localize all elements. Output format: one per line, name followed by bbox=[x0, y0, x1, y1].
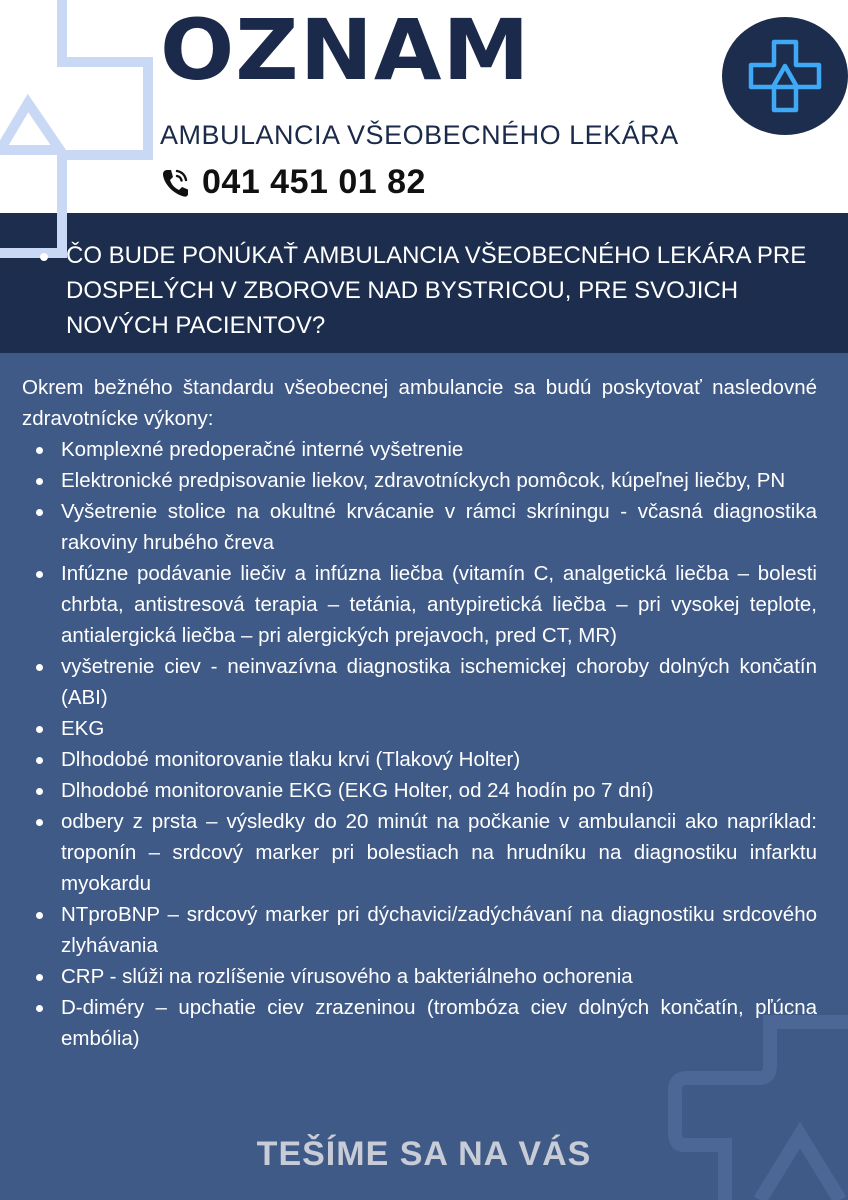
footer-slogan: TEŠÍME SA NA VÁS bbox=[256, 1135, 592, 1173]
phone-contact[interactable] bbox=[160, 163, 426, 202]
page-title: OZNAM bbox=[160, 1, 531, 99]
decorative-outline-icon bbox=[0, 213, 70, 353]
list-item: Komplexné predoperačné interné vyšetrenie bbox=[22, 434, 817, 465]
intro-text: Okrem bežného štandardu všeobecnej ambulancie sa budú poskytovať nasledovné zdravotnícke výkony: bbox=[22, 376, 817, 430]
list-item: Dlhodobé monitorovanie EKG (EKG Holter, od 24 hodín po 7 dní) bbox=[22, 775, 817, 806]
medical-cross-icon bbox=[722, 17, 848, 135]
banner-question: ČO BUDE PONÚKAŤ AMBULANCIA VŠEOBECNÉHO LEKÁRA PRE DOSPELÝCH V ZBOROVE NAD BYSTRICOU, PRE SVOJICH NOVÝCH PACIENTOV? bbox=[66, 242, 807, 339]
list-item: D-diméry – upchatie ciev zrazeninou (trombóza ciev dolných končatín, pľúcna embólia) bbox=[22, 992, 817, 1054]
phone-number: 041 451 01 82 bbox=[202, 163, 426, 201]
list-item: Vyšetrenie stolice na okultné krvácanie v rámci skríningu - včasná diagnostika rakoviny hrubého čreva bbox=[22, 496, 817, 558]
services-list bbox=[22, 434, 817, 1054]
list-item: NTproBNP – srdcový marker pri dýchavici/zadýchávaní na diagnostiku srdcového zlyhávania bbox=[22, 899, 817, 961]
list-item: CRP - slúži na rozlíšenie vírusového a bakteriálneho ochorenia bbox=[22, 961, 817, 992]
list-item: Elektronické predpisovanie liekov, zdravotníckych pomôcok, kúpeľnej liečby, PN bbox=[22, 465, 817, 496]
list-item: EKG bbox=[22, 713, 817, 744]
services-section bbox=[22, 372, 817, 1054]
list-item: Dlhodobé monitorovanie tlaku krvi (Tlakový Holter) bbox=[22, 744, 817, 775]
banner-bullet bbox=[40, 253, 48, 261]
clinic-subtitle: AMBULANCIA VŠEOBECNÉHO LEKÁRA bbox=[160, 120, 679, 150]
decorative-outline-icon bbox=[0, 0, 160, 213]
phone-icon bbox=[160, 167, 190, 199]
list-item: odbery z prsta – výsledky do 20 minút na počkanie v ambulancii ako napríklad: troponín – srdcový marker pri bolestiach na hrudníku na diagnostiku infarktu myokardu bbox=[22, 806, 817, 899]
list-item: Infúzne podávanie liečiv a infúzna liečba (vitamín C, analgetická liečba – bolesti chrbta, antistresová terapia – tetánia, antypiretická liečba – pri vysokej teplote, antialergická liečba – pri alergických prejavoch, pred CT, MR) bbox=[22, 558, 817, 651]
list-item: vyšetrenie ciev - neinvazívna diagnostika ischemickej choroby dolných končatín (ABI) bbox=[22, 651, 817, 713]
logo bbox=[722, 17, 848, 135]
header bbox=[0, 0, 848, 213]
